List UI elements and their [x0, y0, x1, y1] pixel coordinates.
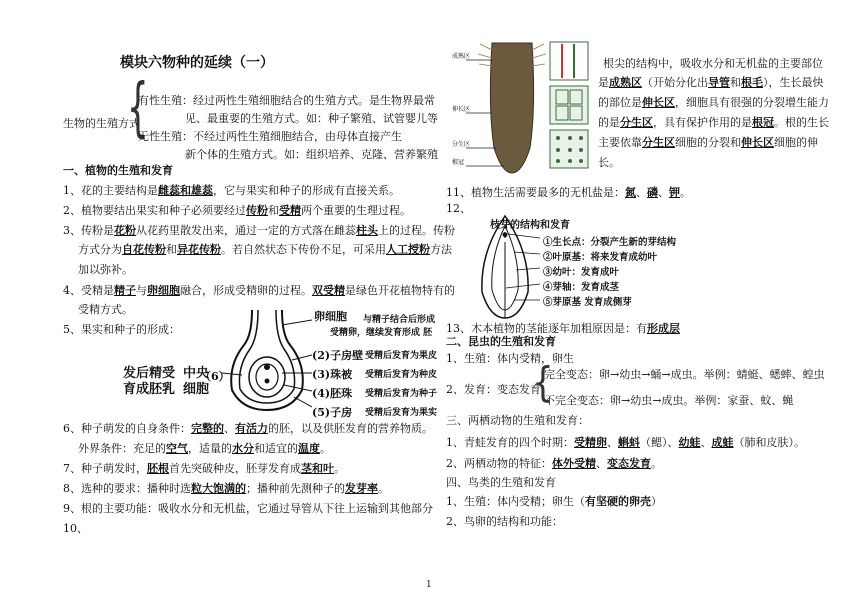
- page-title: 模块六物种的延续（一）: [120, 55, 274, 71]
- fig-egg: 卵细胞: [314, 310, 347, 323]
- section2-heading: 二、昆虫的生殖和发育: [446, 335, 556, 348]
- bud-item: ①生长点：分裂产生新的芽结构: [543, 237, 677, 248]
- root-text-4: 的是分生区，具有保护作用的是根冠。根的生长: [598, 116, 829, 129]
- s11-line: 11、植物生活需要最多的无机盐是：氮、磷、钾。: [446, 186, 691, 199]
- brace-2: {: [532, 359, 554, 407]
- ovary-diagram: [222, 305, 312, 415]
- section4-heading: 四、鸟类的生殖和发育: [446, 476, 556, 489]
- bud-item: ④芽轴：发育成茎: [543, 282, 620, 293]
- bud-item: ②叶原基：将来发育成幼叶: [543, 252, 658, 263]
- s3-line2: 2、两栖动物的特征：体外受精、变态发育。: [446, 457, 662, 470]
- repro-heading: 生物的生殖方式: [63, 117, 140, 130]
- fig-item-value: 受精后发育为种皮: [365, 370, 438, 380]
- fig-item-key: (2)子房壁: [312, 349, 364, 362]
- s12-line: 12、: [446, 202, 471, 215]
- asexual-line-2: 新个体的生殖方式。如：组织培养、克隆、营养繁殖: [185, 148, 438, 161]
- s2-line1: 1、生殖：体内受精，卵生: [446, 352, 574, 365]
- section3-heading: 三、两栖动物的生殖和发育：: [446, 414, 589, 427]
- root-label-elongation: 伸长区: [452, 106, 471, 113]
- s1-line7: 7、种子萌发时，胚根首先突破种皮，胚芽发育成茎和叶。: [63, 462, 345, 475]
- brace: {: [127, 70, 149, 146]
- s1-line3a: 3、传粉是花粉从花药里散发出来，通过一定的方式落在雌蕊柱头上的过程。传粉: [63, 224, 455, 237]
- root-text-5: 主要依靠分生区细胞的分裂和伸长区细胞的伸: [598, 136, 818, 149]
- bud-item: ③幼叶：发育成叶: [543, 267, 620, 278]
- page-number: 1: [426, 580, 432, 590]
- s1-line6a: 6、种子萌发的自身条件：完整的、有活力的胚，以及供胚发育的营养物质。: [63, 422, 433, 435]
- fig-item-key: (4)胚珠: [312, 387, 353, 400]
- cell-panels: [548, 40, 592, 170]
- fig-num6: （6）: [200, 370, 230, 383]
- s1-line9: 9、根的主要功能：吸收水分和无机盐，它通过导管从下往上运输到其他部分: [63, 502, 433, 515]
- s4-line1: 1、生殖：体内受精；卵生（有坚硬的卵壳）: [446, 495, 662, 508]
- fig-item-key: (5)子房: [312, 406, 353, 419]
- s4-line2: 2、鸟卵的结构和功能：: [446, 515, 563, 528]
- fig-central-2: 细胞: [183, 382, 210, 397]
- fig-item-value: 受精后发育为果皮: [365, 351, 438, 361]
- sexual-line-1: 有性生殖：经过两性生殖细胞结合的生殖方式。是生物界最常: [138, 94, 435, 107]
- s2-incomplete: 不完全变态：卵→幼虫→成虫。举例：家蚕、蚊、蝇: [544, 394, 794, 407]
- sexual-line-2: 见、最重要的生殖方式。如：种子繁殖、试管婴儿等: [185, 112, 438, 125]
- s1-line10: 10、: [63, 522, 88, 535]
- bud-item: ⑤芽原基 发育成侧芽: [543, 297, 632, 308]
- fig-left-1: 发后精受: [123, 366, 176, 381]
- s1-line2: 2、植物要结出果实和种子必须要经过传粉和受精两个重要的生理过程。: [63, 204, 411, 217]
- s1-line3b: 方式分为自花传粉和异花传粉。若自然状态下传份不足，可采用人工授粉方法: [78, 243, 452, 256]
- s2-complete: 完全变态：卵→幼虫→蛹→成虫。举例：蜻蜓、蟋蟀、蝗虫: [544, 368, 825, 381]
- s1-line4a: 4、受精是精子与卵细胞融合，形成受精卵的过程。双受精是绿色开花植物特有的: [63, 284, 455, 297]
- root-text-2: 是成熟区（开始分化出导管和根毛），生长最快: [598, 76, 824, 89]
- s1-line6b: 外界条件：充足的空气，适量的水分和适宜的温度。: [78, 442, 331, 455]
- fig-left-2: 育成胚乳: [123, 382, 176, 397]
- fig-item-value: 受精后发育为果实: [365, 408, 438, 418]
- section1-heading: 一、植物的生殖和发育: [63, 164, 173, 177]
- fig-central-1: 中央: [183, 366, 210, 381]
- root-text-3: 的部位是伸长区，细胞具有很强的分裂增生能力: [598, 96, 829, 109]
- root-text-1: 根尖的结构中，吸收水分和无机盐的主要部位: [603, 57, 823, 70]
- s1-line5: 5、果实和种子的形成：: [63, 323, 180, 336]
- s1-line8: 8、选种的要求：播种时选粒大饱满的；播种前先测种子的发芽率。: [63, 482, 389, 495]
- s1-line4b: 受精方式。: [78, 303, 133, 316]
- fig-egg-note-2: 受精卵，继续发育形成 胚: [330, 328, 433, 338]
- root-label-maturation: 成熟区: [452, 53, 471, 60]
- bud-title: 枝芽的结构和发育: [490, 220, 570, 231]
- s1-line3c: 加以弥补。: [78, 263, 133, 276]
- s13-line: 13、木本植物的茎能逐年加粗原因是：有形成层: [446, 322, 680, 335]
- s1-line1: 1、花的主要结构是雌蕊和雄蕊，它与果实和种子的形成有直接关系。: [63, 184, 400, 197]
- fig-egg-note-1: 与精子结合后形成: [363, 315, 436, 325]
- root-label-cap: 根冠: [452, 159, 465, 166]
- asexual-line-1: 无性生殖：不经过两性生殖细胞结合，由母体直接产生: [138, 130, 402, 143]
- s2-line2: 2、发育：变态发育: [446, 383, 541, 396]
- fig-item-key: (3)珠被: [312, 368, 353, 381]
- fig-item-value: 受精后发育为种子: [365, 389, 438, 399]
- s3-line1: 1、青蛙发育的四个时期：受精卵、蝌蚪（鳃）、幼蛙、成蛙（肺和皮肤）。: [446, 436, 805, 449]
- root-text-6: 长。: [598, 156, 620, 169]
- root-label-meristem: 分生区: [452, 141, 471, 148]
